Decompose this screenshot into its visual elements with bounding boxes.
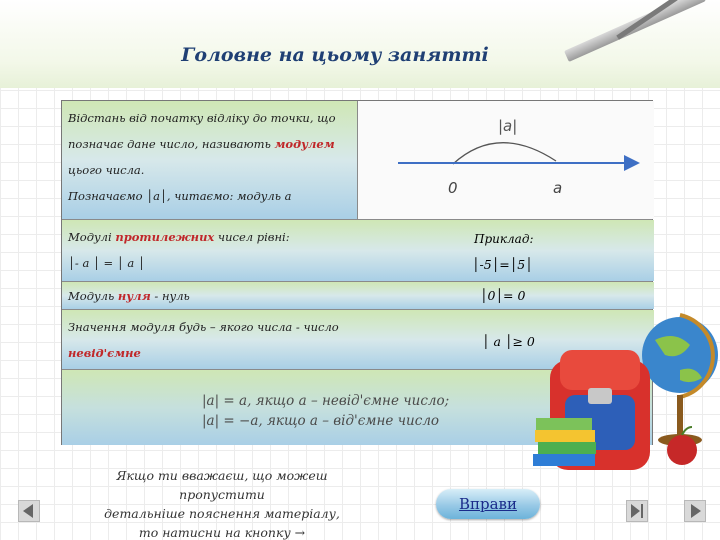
a-label: a: [553, 179, 563, 197]
definition-row: [62, 101, 652, 220]
last-slide-button[interactable]: [626, 500, 648, 522]
definition-cell: [62, 101, 358, 219]
triangle-left-icon: [19, 501, 39, 521]
example-title: Приклад:: [474, 232, 534, 246]
exercises-button[interactable]: Вправи: [436, 489, 540, 519]
modulus-term: модулем: [274, 137, 335, 151]
skip-to-end-icon: [627, 501, 647, 521]
triangle-right-icon: [685, 501, 705, 521]
nonneg-term: невід'ємне: [68, 346, 141, 360]
apple-icon: [667, 435, 697, 465]
backpack-illustration: [530, 300, 720, 480]
opposite-term: протилежних: [115, 230, 215, 244]
distance-arc: [453, 143, 556, 164]
formula-line-2: |a| = −a, якщо a – від'ємне число: [202, 413, 440, 429]
opposite-line-2: │- а │ = │ а │: [68, 256, 145, 270]
opposite-cell: [62, 220, 654, 281]
zero-term: нуля: [117, 289, 151, 303]
zero-cell: Модуль нуля - нуль: [62, 282, 654, 309]
skip-hint: Якщо ти вважаєш, що можеш пропустити детальніше пояснення матеріалу, то натисни на кнопку →: [104, 468, 340, 540]
nonneg-line-1: Значення модуля будь – якого числа - число: [68, 320, 339, 334]
page-title: Головне на цьому занятті: [181, 44, 489, 66]
next-slide-button[interactable]: [684, 500, 706, 522]
nonneg-formula: │ а │≥ 0: [482, 334, 535, 349]
example-value: │-5│=│5│: [472, 257, 533, 272]
definition-line-4: Позначаємо │а│, читаємо: модуль а: [68, 189, 292, 203]
definition-line-2: позначає дане число, називають модулем: [68, 137, 335, 151]
formula-line-1: |a| = a, якщо a – невід'ємне число;: [202, 393, 450, 409]
number-line-cell: [358, 101, 654, 219]
opposite-line-1: Модулі протилежних чисел рівні:: [68, 230, 290, 244]
zero-label: 0: [448, 179, 458, 197]
number-line-diagram: [358, 101, 652, 219]
definition-line-3: цього числа.: [68, 163, 145, 177]
opposite-row: [62, 220, 652, 282]
modulus-label: |a|: [498, 117, 518, 135]
definition-line-1: Відстань від початку відліку до точки, що: [68, 111, 336, 125]
prev-slide-button[interactable]: [18, 500, 40, 522]
zero-formula: │0│= 0: [480, 288, 526, 303]
